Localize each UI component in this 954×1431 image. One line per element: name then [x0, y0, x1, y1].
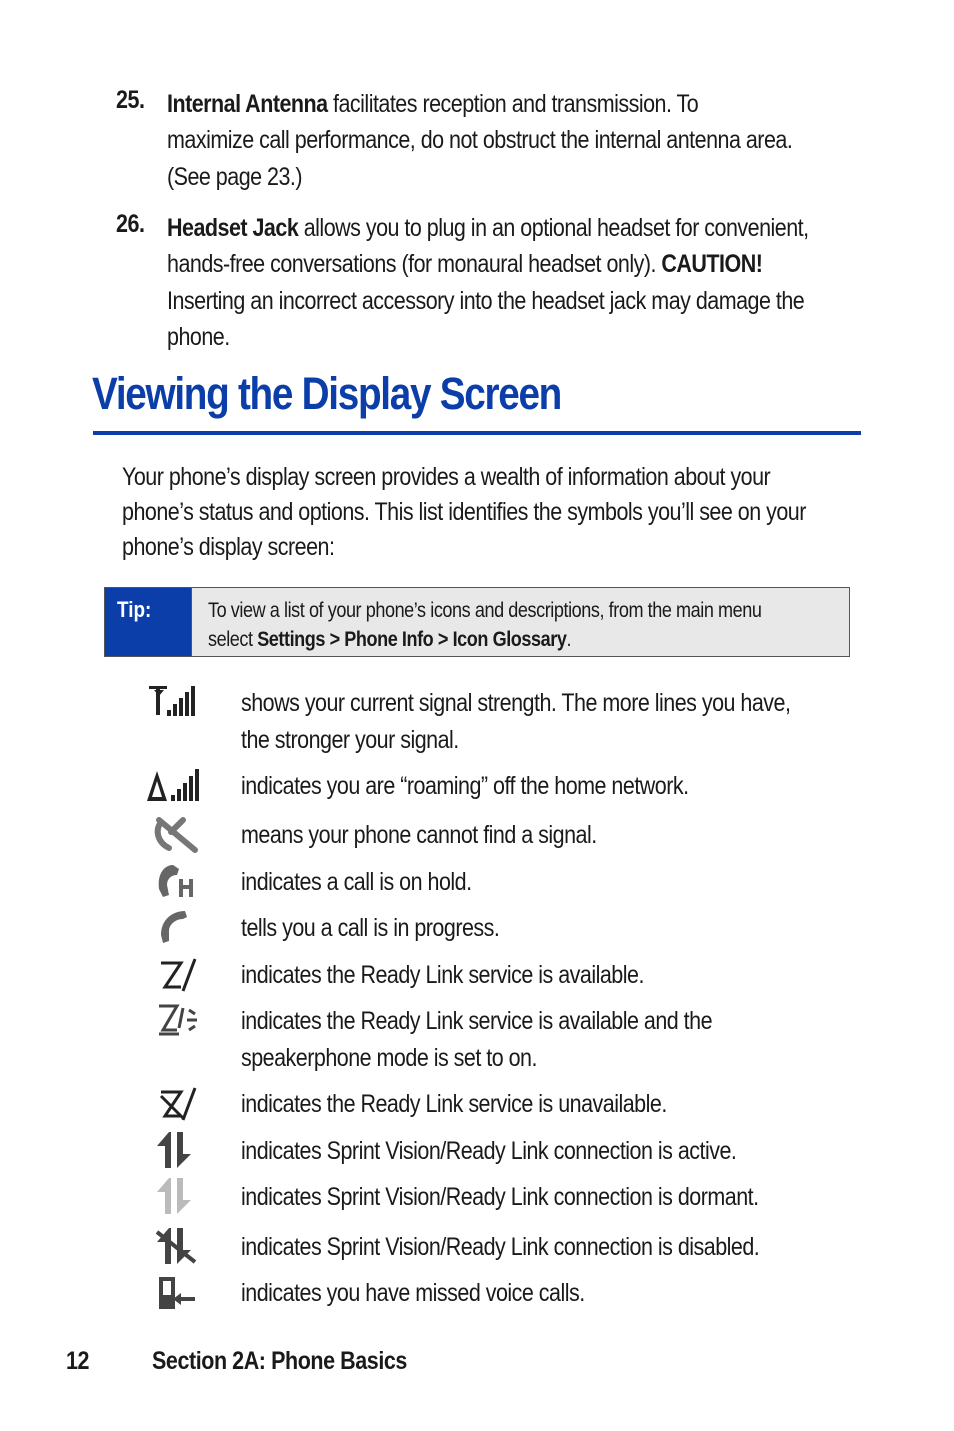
tip-box — [104, 587, 850, 657]
call-in-progress-icon — [143, 907, 211, 947]
icon-description: means your phone cannot find a signal. — [241, 821, 597, 849]
call-hold-icon — [143, 861, 211, 901]
connection-disabled-icon — [143, 1226, 211, 1266]
ready-link-speaker-icon — [143, 1000, 211, 1040]
icon-description: indicates a call is on hold. — [241, 868, 472, 896]
connection-active-icon — [143, 1130, 211, 1170]
icon-description: indicates the Ready Link service is available and the speakerphone mode is set to on. — [241, 1007, 713, 1072]
item-number: 26. — [116, 210, 145, 238]
icon-description: tells you a call is in progress. — [241, 914, 500, 942]
icon-description: indicates Sprint Vision/Ready Link connection is disabled. — [241, 1233, 760, 1261]
page-number: 12 — [66, 1347, 90, 1375]
caution-label: CAUTION! — [661, 250, 763, 279]
no-signal-icon — [143, 814, 211, 854]
icon-description: indicates Sprint Vision/Ready Link connection is active. — [241, 1137, 737, 1165]
section-title: Section 2A: Phone Basics — [152, 1347, 407, 1375]
tip-label: Tip: — [105, 588, 192, 656]
signal-strength-icon — [143, 682, 211, 722]
icon-description: indicates you have missed voice calls. — [241, 1279, 585, 1307]
item-title: Internal Antenna — [167, 90, 328, 118]
icon-description: indicates you are “roaming” off the home network. — [241, 772, 689, 800]
roaming-icon — [143, 765, 211, 805]
item-title: Headset Jack — [167, 214, 299, 242]
ready-link-unavailable-icon — [143, 1084, 211, 1124]
heading-rule — [93, 431, 861, 435]
icon-description: indicates Sprint Vision/Ready Link connection is dormant. — [241, 1183, 759, 1211]
menu-path: Settings > Phone Info > Icon Glossary — [257, 628, 567, 651]
icon-description: indicates the Ready Link service is unavailable. — [241, 1090, 667, 1118]
intro-paragraph: Your phone’s display screen provides a wealth of information about your phone’s status and options. This list identifies the symbols you’ll see on your phone’s display screen: — [122, 463, 806, 561]
connection-dormant-icon — [143, 1176, 211, 1216]
item-number: 25. — [116, 86, 145, 114]
icon-description: shows your current signal strength. The more lines you have, the stronger your signal. — [241, 689, 791, 754]
ready-link-available-icon — [143, 955, 211, 995]
item-headset-jack: Headset Jack allows you to plug in an optional headset for convenient, hands-free conversations (for monaural headset only). CAUTION! Inserting an incorrect accessory into the headset jack may damage the phone. — [167, 214, 809, 351]
missed-call-icon — [143, 1273, 211, 1313]
item-internal-antenna: Internal Antenna facilitates reception and transmission. To maximize call performance, do not obstruct the internal antenna area. (See page 23.) — [167, 90, 793, 191]
icon-description: indicates the Ready Link service is available. — [241, 961, 644, 989]
section-heading: Viewing the Display Screen — [92, 368, 562, 419]
tip-text: To view a list of your phone’s icons and descriptions, from the main menu select Settings > Phone Info > Icon Glossary. — [208, 599, 762, 651]
